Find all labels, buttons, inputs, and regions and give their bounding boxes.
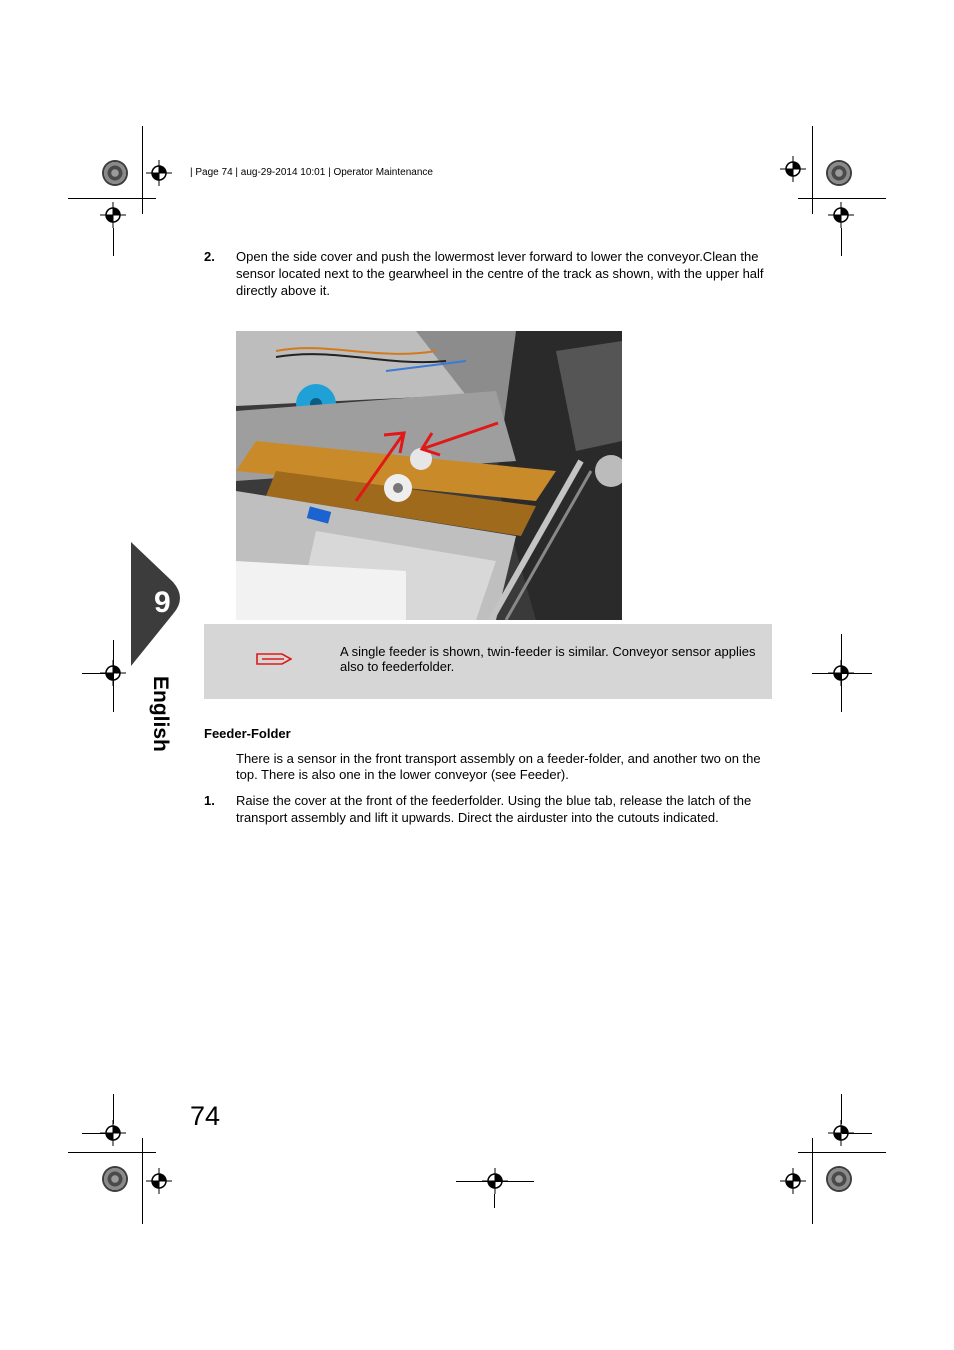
language-label: English bbox=[149, 676, 172, 752]
print-slug: | Page 74 | aug-29-2014 10:01 | Operator Maintenance bbox=[190, 167, 433, 178]
registration-disc bbox=[102, 1166, 128, 1192]
registration-disc bbox=[826, 1166, 852, 1192]
feeder-conveyor-photo bbox=[236, 331, 622, 620]
step-text: Raise the cover at the front of the feederfolder. Using the blue tab, release the latch of the transport assembly and lift it upwards. Direct the airduster into the cutouts indicated. bbox=[236, 793, 752, 825]
registration-crosshair-icon bbox=[828, 202, 854, 228]
registration-crosshair-icon bbox=[146, 160, 172, 186]
step-2 bbox=[204, 248, 776, 302]
registration-crosshair-icon bbox=[100, 202, 126, 228]
registration-crosshair-icon bbox=[780, 1168, 806, 1194]
page-number: 74 bbox=[190, 1101, 221, 1131]
chapter-number: 9 bbox=[154, 586, 171, 619]
registration-crosshair-icon bbox=[482, 1168, 508, 1194]
registration-crosshair-icon bbox=[780, 156, 806, 182]
section-title: Feeder-Folder bbox=[204, 726, 291, 741]
note-text: A single feeder is shown, twin-feeder is similar. Conveyor sensor applies also to feederfolder. bbox=[340, 644, 756, 674]
section-intro: There is a sensor in the front transport assembly on a feeder-folder, and another two on the top. There is also one in the lower conveyor (see Feeder). bbox=[236, 751, 761, 782]
step-number: 1. bbox=[204, 793, 215, 808]
step-number: 2. bbox=[204, 249, 215, 264]
registration-disc bbox=[102, 160, 128, 186]
registration-crosshair-icon bbox=[146, 1168, 172, 1194]
registration-disc bbox=[826, 160, 852, 186]
step-text: Open the side cover and push the lowermost lever forward to lower the conveyor.Clean the sensor located next to the gearwheel in the centre of the track as shown, with the upper half directly above it. bbox=[236, 249, 764, 298]
note-box bbox=[204, 624, 772, 699]
step-1 bbox=[204, 792, 776, 844]
pencil-note-icon bbox=[256, 652, 292, 666]
